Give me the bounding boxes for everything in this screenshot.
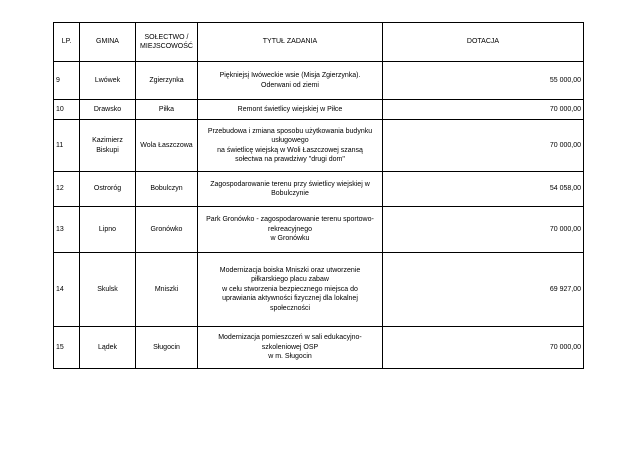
cell-solectwo: Mniszki (136, 253, 198, 327)
gmina-line: Lwówek (94, 76, 121, 84)
table-row (54, 62, 584, 100)
header-solectwo-line1: SOŁECTWO / (144, 33, 189, 41)
cell-lp: 12 (54, 172, 80, 207)
cell-lp: 9 (54, 62, 80, 100)
title-line: społeczności (269, 304, 311, 312)
cell-gmina (80, 100, 136, 120)
cell-title (198, 253, 383, 327)
title-line: Remont świetlicy wiejskiej w Piłce (237, 105, 343, 113)
cell-solectwo: Gronówko (136, 207, 198, 253)
header-lp: LP. (54, 23, 80, 62)
cell-dotacja: 70 000,00 (383, 327, 584, 369)
cell-gmina (80, 327, 136, 369)
title-line: Park Gronówko - zagospodarowanie terenu sportowo- (206, 216, 374, 224)
cell-solectwo: Bobulczyn (136, 172, 198, 207)
title-line: na świetlicę wiejską w Woli Łaszczowej szansą (217, 146, 363, 154)
title-line: rekreacyjnego (268, 225, 312, 233)
title-line: Modernizacja pomieszczeń w sali edukacyjno- (218, 334, 362, 342)
gmina-line: Ostroróg (93, 185, 122, 193)
cell-lp: 14 (54, 253, 80, 327)
gmina-line: Lądek (97, 343, 118, 351)
header-row (54, 23, 584, 62)
title-line: sołectwa na prawdziwy "drugi dom" (235, 156, 345, 163)
gmina-line: Skulsk (97, 285, 118, 293)
gmina-line: Lipno (98, 225, 117, 233)
cell-gmina (80, 253, 136, 327)
header-gmina: GMINA (80, 23, 136, 62)
table-row (54, 120, 584, 172)
gmina-line: Kazimierz (92, 137, 123, 144)
title-line: Oderwani od ziemi (261, 81, 319, 89)
gmina-line: Biskupi (96, 146, 119, 154)
title-line: piłkarskiego placu zabaw (251, 276, 329, 284)
cell-solectwo: Wola Łaszczowa (136, 120, 198, 172)
table-row (54, 207, 584, 253)
title-line: Bobulczynie (271, 190, 309, 197)
title-line: Zagospodarowanie terenu przy świetlicy wiejskiej w (210, 180, 370, 188)
table-row (54, 327, 584, 369)
cell-solectwo: Zgierzynka (136, 62, 198, 100)
cell-dotacja: 54 058,00 (383, 172, 584, 207)
cell-lp: 15 (54, 327, 80, 369)
cell-dotacja: 70 000,00 (383, 207, 584, 253)
cell-title (198, 327, 383, 369)
cell-solectwo: Piłka (136, 100, 198, 120)
cell-gmina (80, 62, 136, 100)
title-line: w Gronówku (270, 235, 310, 243)
cell-solectwo: Sługocin (136, 327, 198, 369)
title-line: uprawiania aktywności fizycznej dla lokalnej (222, 295, 358, 303)
cell-title (198, 207, 383, 253)
header-solectwo (136, 23, 198, 62)
cell-title (198, 120, 383, 172)
cell-title (198, 62, 383, 100)
title-line: w celu stworzenia bezpiecznego miejsca do (222, 285, 358, 293)
title-line: Modernizacja boiska Mniszki oraz utworzenie (219, 266, 361, 274)
cell-title (198, 100, 383, 120)
cell-gmina (80, 172, 136, 207)
cell-dotacja: 70 000,00 (383, 120, 584, 172)
title-line: szkoleniowej OSP (261, 343, 319, 351)
cell-gmina (80, 120, 136, 172)
cell-title (198, 172, 383, 207)
gmina-line: Drawsko (93, 105, 122, 113)
cell-lp: 13 (54, 207, 80, 253)
title-line: Przebudowa i zmiana sposobu użytkowania budynku (207, 127, 373, 135)
title-line: Piękniejsį Iwóweckie wsie (Misja Zgierzynka). (219, 72, 361, 79)
title-line: w m. Sługocin (268, 353, 312, 361)
grants-table (53, 22, 584, 369)
cell-gmina (80, 207, 136, 253)
header-dotacja: DOTACJA (383, 23, 584, 62)
header-solectwo-line2: MIEJSCOWOŚĆ (140, 43, 193, 50)
cell-dotacja: 55 000,00 (383, 62, 584, 100)
table-row (54, 253, 584, 327)
cell-lp: 11 (54, 120, 80, 172)
cell-lp: 10 (54, 100, 80, 120)
table-row (54, 172, 584, 207)
title-line: usługowego (271, 137, 309, 144)
table-row (54, 100, 584, 120)
cell-dotacja: 69 927,00 (383, 253, 584, 327)
cell-dotacja: 70 000,00 (383, 100, 584, 120)
header-tytul: TYTUŁ ZADANIA (198, 23, 383, 62)
